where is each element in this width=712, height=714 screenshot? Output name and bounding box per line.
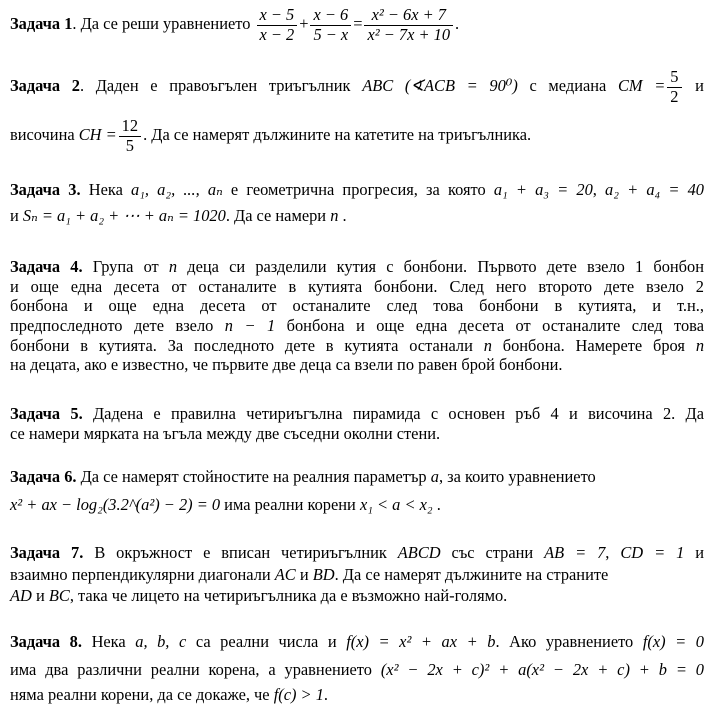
task-label: Задача 7.: [10, 543, 84, 562]
task-label: Задача 1: [10, 14, 73, 34]
task-8: Задача 8. Нека a, b, c са реални числа и f(x) = x² + ax + b. Ако уравнението f(x) = 0 има два различни реални корена, а уравнението (x² − 2x + c)² + a(x² − 2x + c) + b = 0 няма реални корени, да се докаже, че f(c) > 1.: [10, 632, 704, 705]
task-6: Задача 6. Да се намерят стойностите на реалния параметър a, за които уравнението x² + ax − log₂(3.2^(a²) − 2) = 0 има реални корени x₁ < a < x₂ .: [10, 467, 596, 514]
task-label: Задача 2: [10, 76, 80, 96]
fraction: $\frac{\text{x² − 6x + 7}}{\text{x² − 7x + 10}}$: [364, 6, 453, 45]
task-7: Задача 7. В окръжност е вписан четириъгълник ABCD със страни AB = 7, CD = 1 и взаимно перпендикулярни диагонали AC и BD. Да се намерят дължините на страните AD и BC, така че лицето на четириъгълника да е възможно най-голямо.: [10, 543, 704, 606]
fraction: $\frac{5}{2}$: [667, 68, 681, 107]
task-label: Задача 8.: [10, 632, 82, 651]
fraction: $\frac{x - 5}{x - 2}$: [257, 6, 298, 45]
task-4: Задача 4. Група от n деца си разделили кутия с бонбони. Първото дете взело 1 бонбон и още една десета от останалите в кутията бонбони. След него второто дете взело 2 бонбона и още една десета от останалите след това бонбони в кутията, и т.н., предпоследното дете взело n − 1 бонбона и още една десета от останалите след това бонбони в кутията. За последното дете в кутията останали n бонбона. Намерете броя n на децата, ако е известно, че първите две деца са взели по равен брой бонбони.: [10, 257, 705, 375]
task-label: Задача 4.: [10, 257, 83, 276]
task-label: Задача 3.: [10, 180, 81, 199]
task-label: Задача 5.: [10, 404, 83, 423]
fraction: $\frac{12}{5}$: [119, 117, 141, 156]
task-1: Задача 1. Да се реши уравнението $\frac{x - 5}{x - 2}$ + $\frac{x - 6}{5 - x}$ = $\frac{\text{x² − 6x + 7}}{\text{x² − 7x + 10}}$ .: [10, 5, 460, 44]
task-2: Задача 2. Даден е правоъгълен триъгълник ABC (∢ACB = 90⁰) с медиана CM = $\frac{5}{2}$ и височина CH = $\frac{12}{5}$ . Да се намерят дължините на катетите на триъгълника.: [10, 67, 704, 155]
task-5: Задача 5. Дадена е правилна четириъгълна пирамида с основен ръб 4 и височина 2. Да се намери мярката на ъгъла между две съседни околни стени.: [10, 404, 704, 443]
fraction: $\frac{x - 6}{5 - x}$: [310, 6, 351, 45]
task-label: Задача 6.: [10, 467, 77, 486]
task-text: . Да се реши уравнението: [72, 14, 251, 34]
task-3: Задача 3. Нека a₁, a₂, ..., aₙ е геометрична прогресия, за която a₁ + a₃ = 20, a₂ + a₄ = 40 и Sₙ = a₁ + a₂ + ⋯ + aₙ = 1020. Да се намери n .: [10, 180, 704, 225]
